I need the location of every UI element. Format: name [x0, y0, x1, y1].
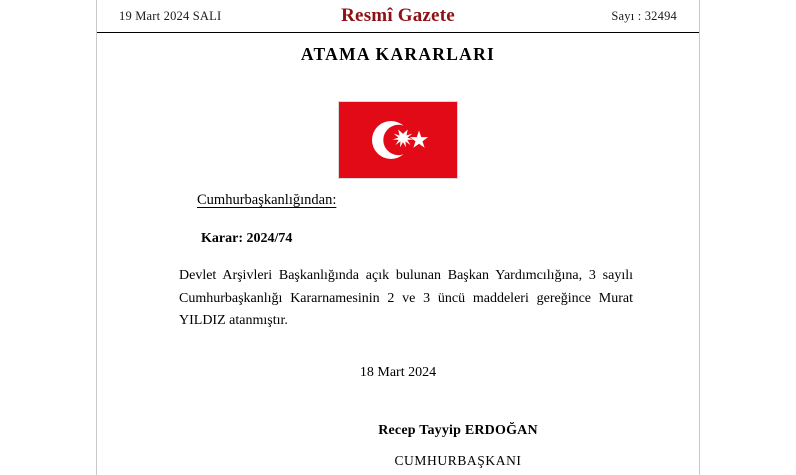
- right-margin-rule: [699, 0, 700, 475]
- issuer-line: Cumhurbaşkanlığından:: [197, 192, 337, 208]
- header-issue-number: Sayı : 32494: [611, 8, 677, 23]
- flag-container: [0, 102, 796, 178]
- decision-date: 18 Mart 2024: [359, 365, 437, 380]
- header-date: 19 Mart 2024 SALI: [119, 8, 222, 23]
- decision-number: Karar: 2024/74: [201, 231, 293, 246]
- gazette-title: Resmî Gazete: [341, 5, 455, 26]
- page-title: ATAMA KARARLARI: [300, 44, 496, 64]
- turkish-flag-icon: [339, 102, 457, 178]
- signer-title: CUMHURBAŞKANI: [394, 453, 522, 468]
- decision-paragraph: Devlet Arşivleri Başkanlığında açık bulunan Başkan Yardımcılığına, 3 sayılı Cumhurbaşkanlığı Kararnamesinin 2 ve 3 üncü maddeleri gereğince Murat YILDIZ atanmıştır.: [179, 268, 633, 329]
- signer-name: Recep Tayyip ERDOĞAN: [378, 423, 538, 438]
- document-body: [97, 192, 699, 333]
- gazette-header: [97, 0, 699, 33]
- flag-emblem: [339, 102, 457, 178]
